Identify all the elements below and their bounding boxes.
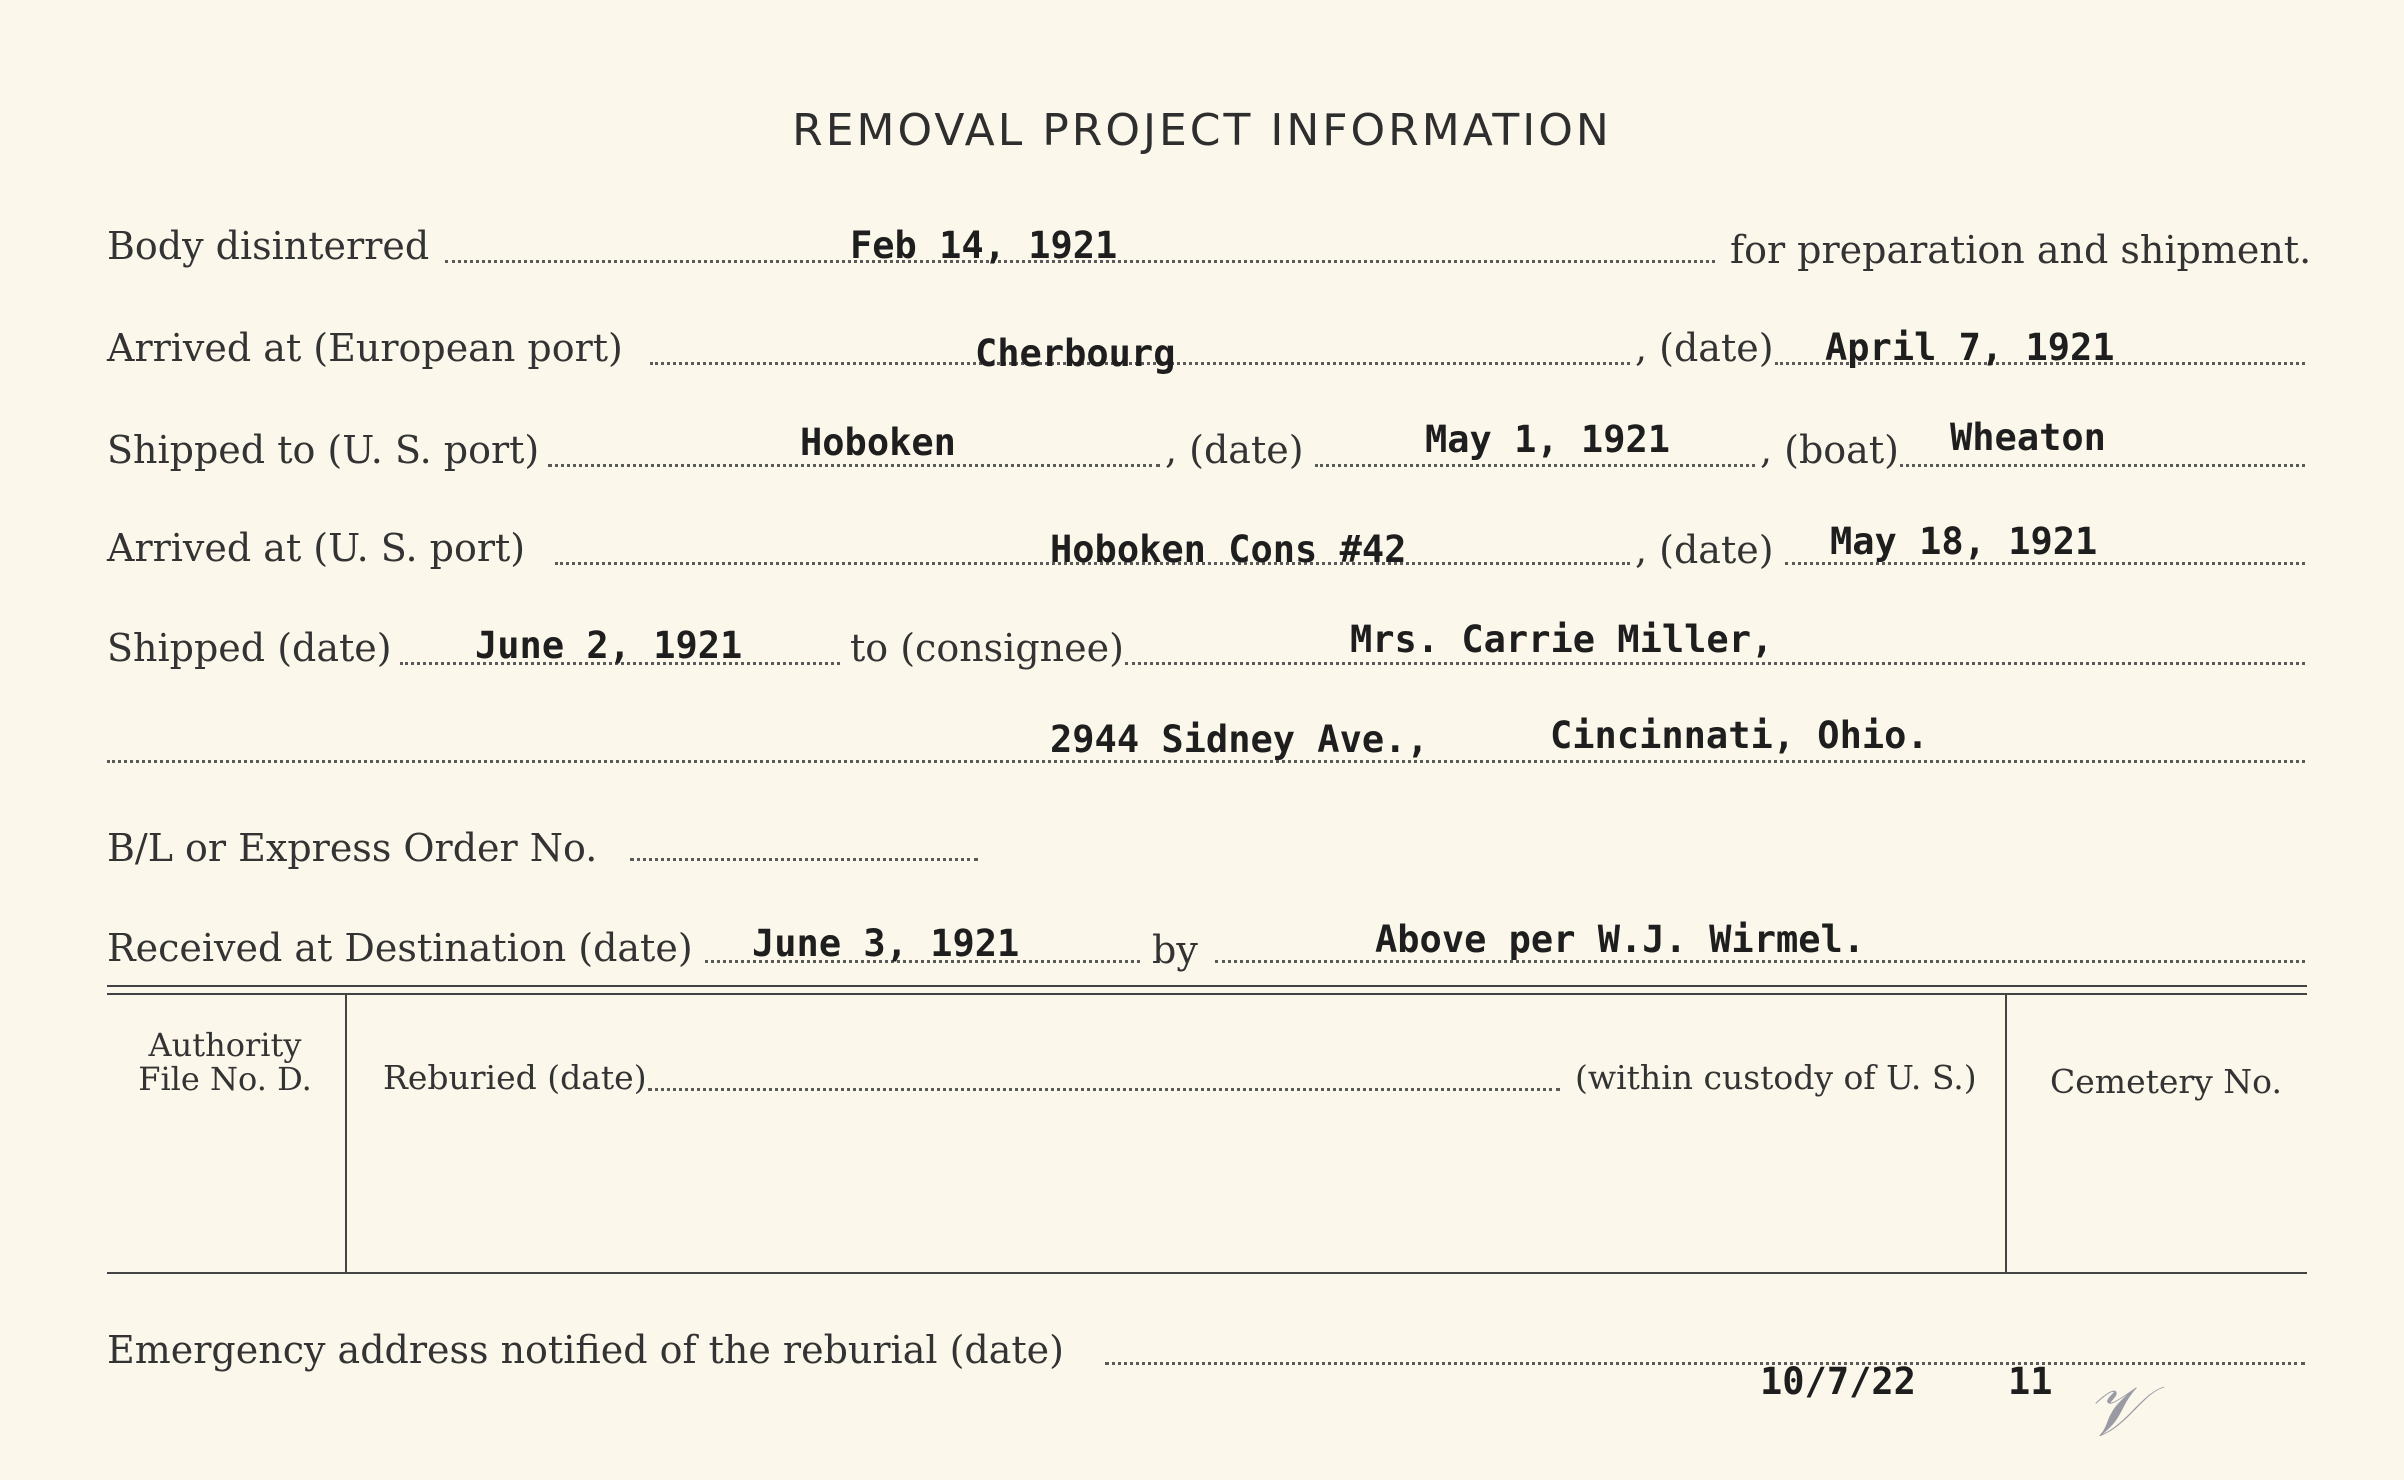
label-arrived-us-port: Arrived at (U. S. port) — [107, 526, 526, 570]
dotline-shipped-date — [1315, 464, 1755, 467]
dotline-boat — [1900, 464, 2305, 467]
handwritten-mark: 𝒱 — [2085, 1370, 2144, 1452]
label-by: by — [1152, 928, 1198, 972]
label-reburied-date: Reburied (date) — [383, 1058, 647, 1097]
dotline-bl — [630, 858, 978, 861]
label-shipped-date-2: Shipped (date) — [107, 626, 392, 670]
label-file-no: File No. D. — [138, 1060, 312, 1098]
card-title: REMOVAL PROJECT INFORMATION — [792, 105, 1612, 156]
dotline-reburied — [648, 1088, 1560, 1091]
label-consignee: to (consignee) — [850, 626, 1124, 670]
value-boat: Wheaton — [1950, 416, 2106, 459]
value-arrived-us: Hoboken Cons #42 — [1050, 528, 1407, 571]
label-bl-order: B/L or Express Order No. — [107, 826, 598, 870]
label-within-custody: (within custody of U. S.) — [1575, 1058, 1977, 1097]
label-authority-file — [115, 1028, 335, 1096]
dotline-shipped-port — [548, 464, 1160, 467]
value-shipped-date-2: June 2, 1921 — [475, 624, 743, 667]
value-received-date: June 3, 1921 — [752, 922, 1020, 965]
value-emergency-number: 11 — [2008, 1360, 2053, 1403]
value-arrived-us-date: May 18, 1921 — [1830, 520, 2098, 563]
box-divider-right — [2005, 995, 2007, 1272]
value-address: 2944 Sidney Ave., — [1050, 718, 1429, 761]
label-arrived-us-date: , (date) — [1635, 528, 1774, 572]
value-received-by: Above per W.J. Wirmel. — [1375, 918, 1866, 961]
label-received-destination: Received at Destination (date) — [107, 926, 693, 970]
value-shipped-date: May 1, 1921 — [1425, 418, 1671, 461]
box-bottom-line — [107, 1272, 2307, 1274]
dotline-consignee — [1125, 662, 2305, 665]
value-european-date: April 7, 1921 — [1825, 326, 2115, 369]
dotline-emergency — [1105, 1362, 2305, 1365]
value-consignee: Mrs. Carrie Miller, — [1350, 618, 1774, 661]
value-disinterred-date: Feb 14, 1921 — [850, 224, 1118, 267]
label-shipped-us-port: Shipped to (U. S. port) — [107, 428, 540, 472]
label-arrived-european-port: Arrived at (European port) — [107, 326, 623, 370]
label-cemetery-no: Cemetery No. — [2050, 1062, 2282, 1101]
value-city: Cincinnati, Ohio. — [1550, 714, 1929, 757]
value-european-port: Cherbourg — [975, 332, 1176, 375]
box-top-line — [107, 985, 2307, 987]
label-emergency-address: Emergency address notified of the reburial (date) — [107, 1328, 1064, 1372]
label-preparation-shipment: for preparation and shipment. — [1730, 228, 2312, 272]
label-european-date: , (date) — [1635, 326, 1774, 370]
label-boat: , (boat) — [1760, 428, 1899, 472]
box-top-line-2 — [107, 993, 2307, 995]
value-shipped-port: Hoboken — [800, 421, 956, 464]
label-authority: Authority — [148, 1026, 302, 1064]
box-divider-left — [345, 995, 347, 1272]
value-emergency-date: 10/7/22 — [1760, 1360, 1916, 1403]
label-shipped-date: , (date) — [1165, 428, 1304, 472]
label-body-disinterred: Body disinterred — [107, 224, 430, 268]
